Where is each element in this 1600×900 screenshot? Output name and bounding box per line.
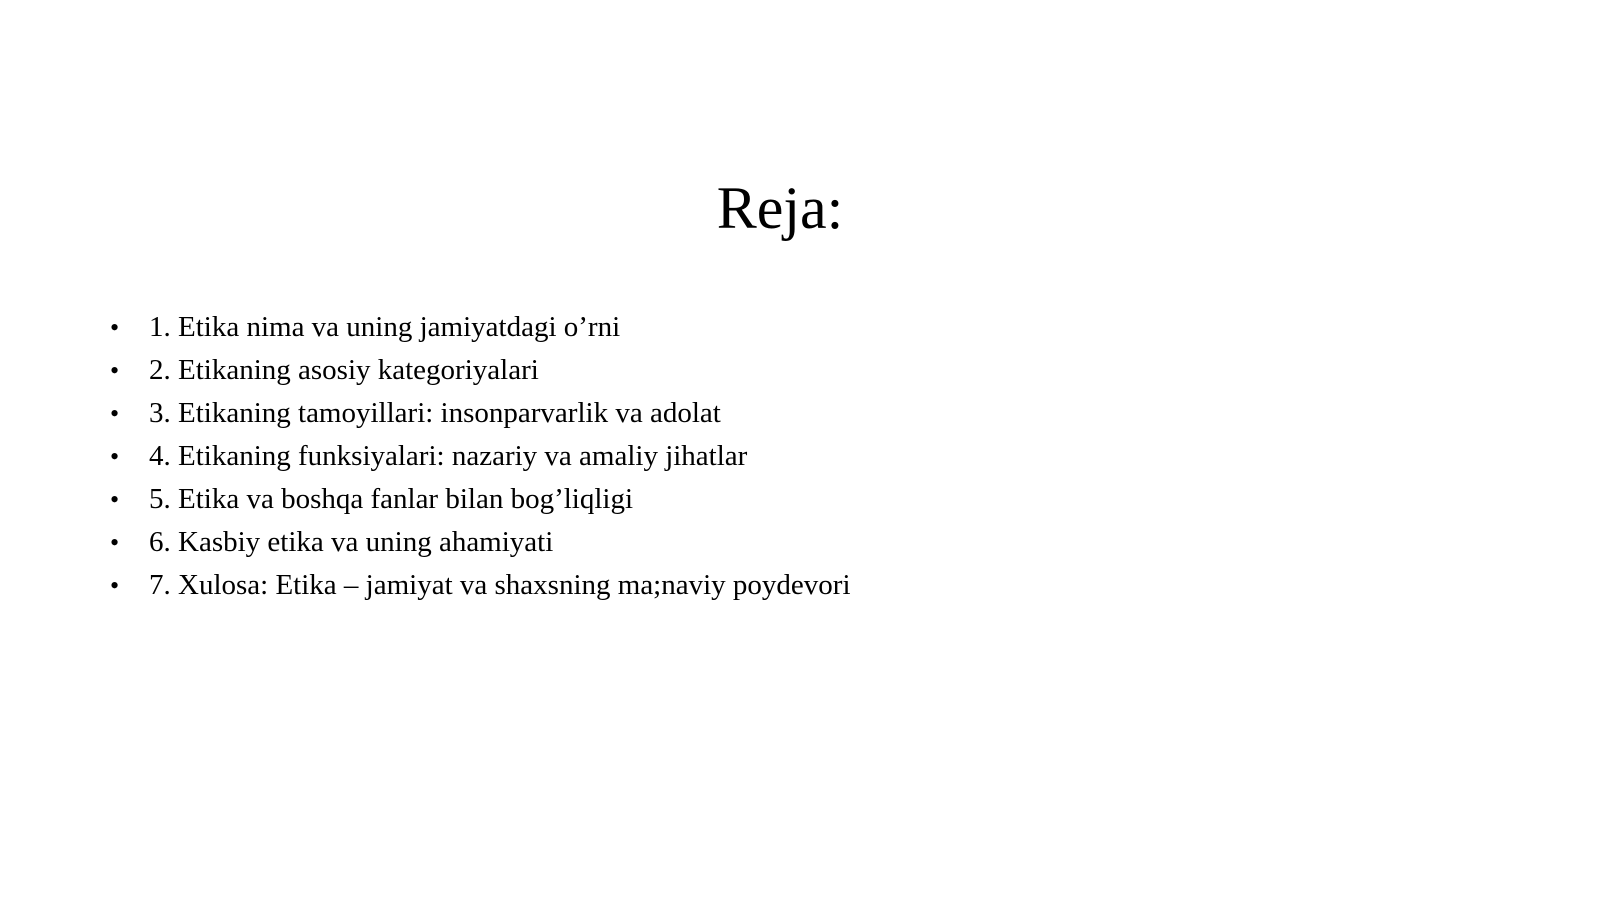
bullet-icon: • <box>110 571 120 600</box>
list-item-text: 2. Etikaning asosiy kategoriyalari <box>149 354 539 386</box>
list-item <box>110 435 851 478</box>
list-item-text: 5. Etika va boshqa fanlar bilan bog’liqligi <box>149 483 634 515</box>
list-item <box>110 478 851 521</box>
bullet-list <box>110 306 851 607</box>
list-item <box>110 349 851 392</box>
bullet-icon: • <box>110 313 120 342</box>
slide-title: Reja: <box>716 175 844 241</box>
list-item-text: 1. Etika nima va uning jamiyatdagi o’rni <box>149 311 621 343</box>
list-item-text: 7. Xulosa: Etika – jamiyat va shaxsning ma;naviy poydevori <box>149 569 851 601</box>
bullet-icon: • <box>110 528 120 557</box>
list-item <box>110 521 851 564</box>
list-item <box>110 392 851 435</box>
list-item-text: 4. Etikaning funksiyalari: nazariy va amaliy jihatlar <box>149 440 748 472</box>
bullet-icon: • <box>110 356 120 385</box>
bullet-icon: • <box>110 442 120 471</box>
bullet-icon: • <box>110 399 120 428</box>
list-item <box>110 564 851 607</box>
bullet-icon: • <box>110 485 120 514</box>
list-item <box>110 306 851 349</box>
list-item-text: 3. Etikaning tamoyillari: insonparvarlik va adolat <box>149 397 721 429</box>
list-item-text: 6. Kasbiy etika va uning ahamiyati <box>149 526 554 558</box>
